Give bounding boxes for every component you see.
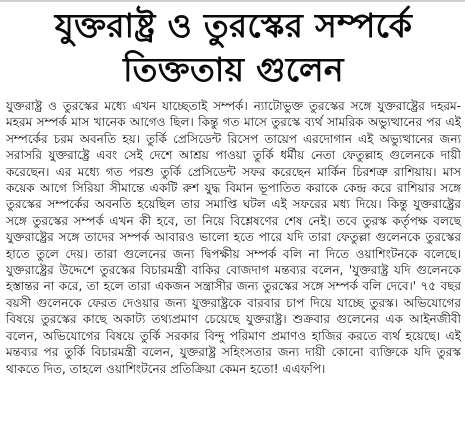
article-headline [6,4,461,92]
top-divider [0,0,465,2]
article-body: যুক্তরাষ্ট্র ও তুরস্কের মধ্যে এখন যাচ্ছেতাই সম্পর্ক। ন্যাটোভুক্ত তুরস্কের সঙ্গে যুক্তরাষ্ট্রের দহরম-মহরম সম্পর্ক মাস খানেক আগেও ছিল। কিন্তু গত মাসে তুরস্কে ব্যর্থ সামরিক অভ্যুত্থানের পর এই সম্পর্কের চরম অবনতি হয়। তুর্কি প্রেসিডেন্ট রিসেপ তায়েপ এরদোগান এই অভ্যুত্থানের জন্য সরাসরি যুক্তরাষ্ট্রে এবং সেই দেশে আশ্রয় পাওয়া তুর্কি ধর্মীয় নেতা ফেতুল্লাহ গুলেনকে দায়ী করেছেন। এর মধ্যে গত পরশু তুর্কি প্রেসিডেন্ট সফর করেছেন মার্কিন চিরশত্রু রাশিয়ায়। মাস কয়েক আগে সিরিয়া সীমান্তে একটি রুশ যুদ্ধ বিমান ভূপাতিত করাকে কেন্দ্র করে রাশিয়ার সঙ্গে তুরস্কের সম্পর্কের অবনতি হয়েছিল তার সমাপ্তি ঘটল এই সফরের মধ্য দিয়ে। কিন্তু যুক্তরাষ্ট্রের সঙ্গে তুরস্কের সম্পর্ক এখন কী হবে, তা নিয়ে বিশ্লেষণের শেষ নেই। তবে তুরস্ক কর্তৃপক্ষ বলছে যুক্তরাষ্ট্রের সঙ্গে তাদের সম্পর্ক আবারও ভালো হতে পারে যদি তারা ফেতুল্লা গুলেনকে তুরস্কের হাতে তুলে দেয়। তারা গুলেনের জন্য দ্বিপক্ষীয় সম্পর্ক বলি না দিতে ওয়াশিংটনকে বলেছে। যুক্তরাষ্ট্রের উদ্দেশে তুরস্কের বিচারমন্ত্রী বাকির বোজদাগ মন্তব্যর বলেন, 'যুক্তরাষ্ট্র যদি গুলেনকে হস্তান্তর না করে, তা হলে তারা একজন সন্ত্রাসীর জন্য তুরস্কের সঙ্গে সম্পর্ক বলি দেবে।' ৭৫ বছর বয়সী গুলেনকে ফেরত দেওয়ার জন্য যুক্তরাষ্ট্রকে বারবার চাপ দিয়ে যাচ্ছে তুরস্ক। অভিযোগের বিষয়ে তুরস্কের কাছে অকাট্য তথ্যপ্রমাণ চেয়েছে যুক্তরাষ্ট্র। শুক্রবার গুলেনের এক আইনজীবী বলেন, অভিযোগের বিষয়ে তুর্কি সরকার বিন্দু পরিমাণ প্রমাণও হাজির করতে ব্যর্থ হয়েছে। এই মন্তব্যর পর তুর্কি বিচারমন্ত্রী বলেন, যুক্তরাষ্ট্র সহিংসতার জন্য দায়ী কোনো ব্যক্তিকে যদি তুরস্ক থাকতে দিত, তাহলে ওয়াশিংটনের প্রতিক্রিয়া কেমন হতো! এএফপি। [6,99,461,376]
headline-line-1: যুক্তরাষ্ট্র ও তুরস্কের সম্পর্কে [54,6,413,45]
headline-line-2: তিক্ততায় গুলেন [123,50,344,89]
